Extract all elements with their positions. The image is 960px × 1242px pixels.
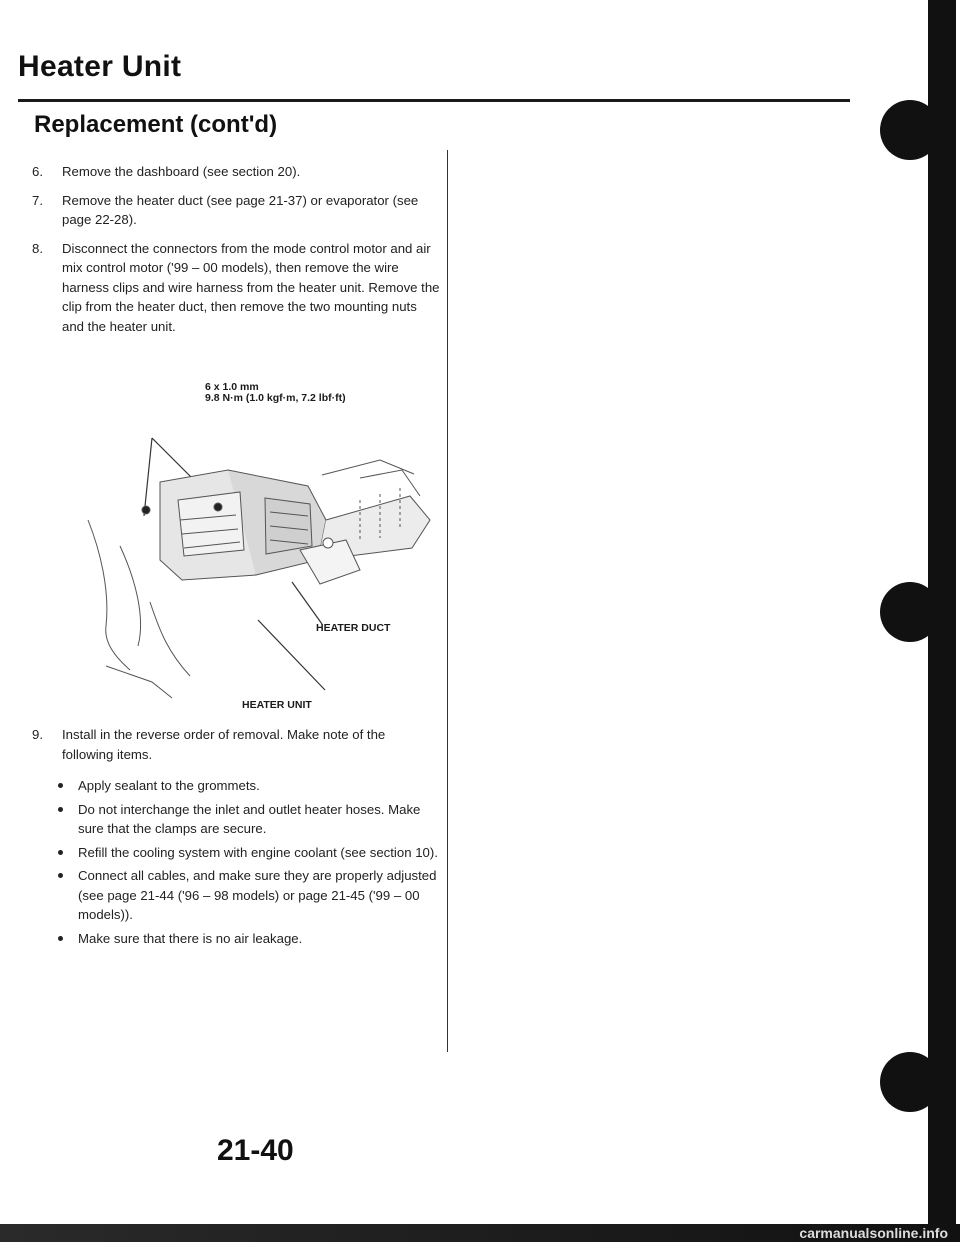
step-number: 7.	[32, 192, 43, 208]
bolt-size: 6 x 1.0 mm	[205, 381, 259, 393]
list-item: Refill the cooling system with engine coolant (see section 10).	[58, 843, 440, 863]
thumb-tab-marker	[880, 100, 940, 160]
step-text: Remove the heater duct (see page 21-37) or evaporator (see page 22-28).	[62, 192, 419, 227]
thumb-tab-marker	[880, 582, 940, 642]
step-6	[32, 162, 440, 182]
section-title: Replacement (cont'd)	[34, 111, 278, 138]
step-number: 6.	[32, 164, 43, 179]
heater-unit-drawing	[88, 460, 430, 698]
step-number: 9.	[32, 727, 43, 742]
install-notes-list	[32, 776, 440, 948]
step-text: Disconnect the connectors from the mode control motor and air mix control motor ('99 – 00 models), then remove the wire harness clips and wire harness from the heater unit. Remove the clip from the heater duct, then remove the two mounting nuts and the heater unit.	[62, 240, 440, 334]
step-7	[32, 191, 440, 230]
thumb-tab-marker	[880, 1052, 940, 1112]
step-text: Install in the reverse order of removal. Make note of the following items.	[62, 727, 386, 762]
list-item: Apply sealant to the grommets.	[58, 776, 440, 796]
title-rule	[18, 99, 850, 102]
page-title: Heater Unit	[18, 50, 182, 83]
step-9	[32, 725, 440, 952]
list-item: Connect all cables, and make sure they are properly adjusted (see page 21-44 ('96 – 98 models) or page 21-45 ('99 – 00 models)).	[58, 866, 440, 925]
page-number: 21-40	[217, 1134, 294, 1167]
watermark-text: carmanualsonline.info	[799, 1225, 948, 1241]
column-divider	[447, 150, 448, 1052]
step-text: Remove the dashboard (see section 20).	[62, 164, 301, 179]
step-8	[32, 239, 440, 337]
procedure-steps	[32, 162, 440, 345]
heater-duct-label: HEATER DUCT	[316, 622, 391, 634]
list-item: Do not interchange the inlet and outlet heater hoses. Make sure that the clamps are secure.	[58, 800, 440, 839]
heater-unit-diagram	[60, 370, 440, 715]
list-item: Make sure that there is no air leakage.	[58, 929, 440, 949]
heater-unit-label: HEATER UNIT	[242, 699, 312, 711]
torque-value: 9.8 N·m (1.0 kgf·m, 7.2 lbf·ft)	[205, 392, 346, 404]
step-number: 8.	[32, 240, 43, 256]
